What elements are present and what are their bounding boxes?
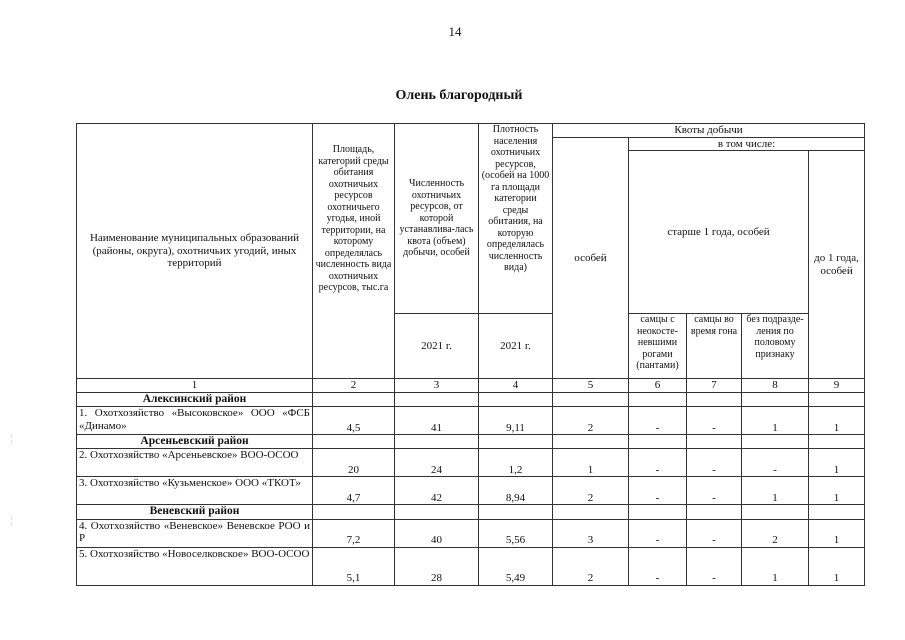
column-number: 8	[742, 379, 809, 393]
column-number: 6	[629, 379, 687, 393]
quota-c7-cell: -	[687, 477, 742, 505]
count-cell: 42	[395, 477, 479, 505]
column-number-row	[77, 379, 865, 393]
district-row	[77, 435, 865, 449]
scan-mark: ¦	[11, 516, 13, 525]
hunting-ground-name: 1. Охотхозяйство «Высоковское» ООО «ФСБ «Динамо»	[77, 407, 313, 435]
header-name: Наименование муниципальных образований (районы, округа), охотничьих угодий, иных территорий	[77, 124, 313, 379]
column-number: 3	[395, 379, 479, 393]
quota-c6-cell: -	[629, 547, 687, 585]
scan-mark: ¦	[11, 434, 13, 443]
quota-c8-cell: -	[742, 449, 809, 477]
district-row	[77, 392, 865, 406]
header-sub2: самцы во время гона	[687, 314, 742, 379]
hunting-ground-name: 3. Охотхозяйство «Кузьменское» ООО «ТКОТ»	[77, 477, 313, 505]
density-cell: 1,2	[479, 449, 553, 477]
area-cell: 4,7	[313, 477, 395, 505]
header-area: Площадь, категорий среды обитания охотничьих ресурсов охотничьего угодья, иной территории, на которому определялась численность вида охотничьих ресурсов, тыс.га	[313, 124, 395, 379]
quota-c6-cell: -	[629, 477, 687, 505]
table-row	[77, 547, 865, 585]
hunting-ground-name: 5. Охотхозяйство «Новоселковское» ВОО-ОСОО	[77, 547, 313, 585]
quota-total-cell: 1	[553, 449, 629, 477]
header-quota: Квоты добычи	[553, 124, 865, 138]
density-cell: 8,94	[479, 477, 553, 505]
district-name: Веневский район	[77, 505, 313, 519]
header-year-count: 2021 г.	[395, 314, 479, 379]
quota-total-cell: 2	[553, 407, 629, 435]
quota-c9-cell: 1	[809, 547, 865, 585]
quota-c8-cell: 1	[742, 407, 809, 435]
district-name: Арсеньевский район	[77, 435, 313, 449]
quota-total-cell: 3	[553, 519, 629, 547]
column-number: 1	[77, 379, 313, 393]
table-row	[77, 477, 865, 505]
quota-c7-cell: -	[687, 449, 742, 477]
density-cell: 5,56	[479, 519, 553, 547]
district-name: Алексинский район	[77, 392, 313, 406]
quota-c8-cell: 1	[742, 547, 809, 585]
header-count: Численность охотничьих ресурсов, от которой устанавлива-лась квота (объем) добычи, особей	[395, 124, 479, 314]
quota-c8-cell: 2	[742, 519, 809, 547]
column-number: 2	[313, 379, 395, 393]
hunting-ground-name: 2. Охотхозяйство «Арсеньевское» ВОО-ОСОО	[77, 449, 313, 477]
column-number: 9	[809, 379, 865, 393]
column-number: 7	[687, 379, 742, 393]
quota-c6-cell: -	[629, 407, 687, 435]
table-row	[77, 519, 865, 547]
count-cell: 24	[395, 449, 479, 477]
quota-c9-cell: 1	[809, 407, 865, 435]
count-cell: 28	[395, 547, 479, 585]
quota-c6-cell: -	[629, 519, 687, 547]
density-cell: 9,11	[479, 407, 553, 435]
count-cell: 41	[395, 407, 479, 435]
quota-c8-cell: 1	[742, 477, 809, 505]
density-cell: 5,49	[479, 547, 553, 585]
hunting-ground-name: 4. Охотхозяйство «Веневское» Веневское РОО и Р	[77, 519, 313, 547]
quota-table	[76, 123, 865, 586]
area-cell: 4,5	[313, 407, 395, 435]
header-sub3: без подразде-ления по половому признаку	[742, 314, 809, 379]
quota-c9-cell: 1	[809, 477, 865, 505]
table-row	[77, 407, 865, 435]
quota-c6-cell: -	[629, 449, 687, 477]
quota-c7-cell: -	[687, 519, 742, 547]
header-density: Плотность населения охотничьих ресурсов, (особей на 1000 га площади категории среды обитания, на которую определялась численность вида)	[479, 124, 553, 314]
quota-c9-cell: 1	[809, 449, 865, 477]
table-row	[77, 449, 865, 477]
column-number: 5	[553, 379, 629, 393]
quota-total-cell: 2	[553, 547, 629, 585]
quota-c7-cell: -	[687, 407, 742, 435]
document-title: Олень благородный	[395, 88, 523, 103]
header-quota-total: особей	[553, 137, 629, 379]
area-cell: 5,1	[313, 547, 395, 585]
header-sub1: самцы с неокосте-невшими рогами (пантами)	[629, 314, 687, 379]
district-row	[77, 505, 865, 519]
header-under-one: до 1 года, особей	[809, 151, 865, 379]
area-cell: 7,2	[313, 519, 395, 547]
header-including: в том числе:	[629, 137, 865, 151]
column-number: 4	[479, 379, 553, 393]
header-older: старше 1 года, особей	[629, 151, 809, 314]
quota-c9-cell: 1	[809, 519, 865, 547]
page-number: 14	[448, 24, 462, 39]
quota-total-cell: 2	[553, 477, 629, 505]
quota-c7-cell: -	[687, 547, 742, 585]
area-cell: 20	[313, 449, 395, 477]
header-year-density: 2021 г.	[479, 314, 553, 379]
count-cell: 40	[395, 519, 479, 547]
